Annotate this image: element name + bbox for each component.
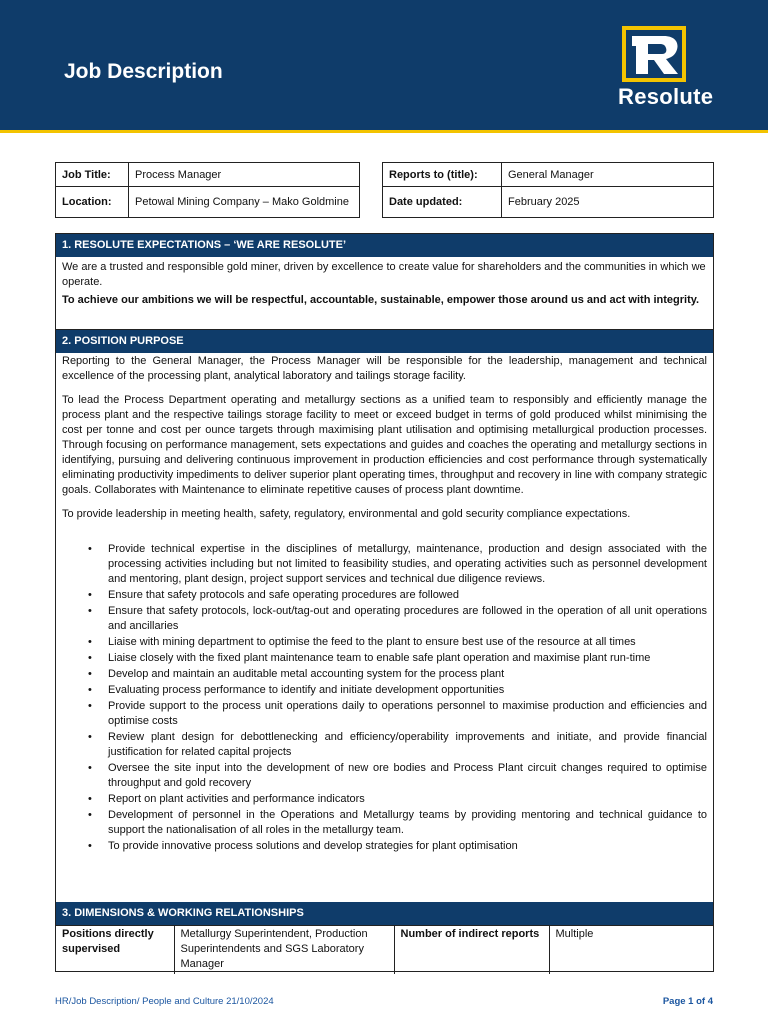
responsibilities-list — [88, 542, 707, 854]
resolute-logo-icon — [620, 24, 688, 84]
date-updated-value: February 2025 — [502, 187, 714, 218]
job-description-body — [55, 233, 714, 972]
list-item: • To provide innovative process solutions and develop strategies for plant optimisation — [88, 839, 707, 854]
location-value: Petowal Mining Company – Mako Goldmine — [129, 187, 360, 218]
header-accent-stripe — [0, 130, 768, 133]
expectations-bold-text: To achieve our ambitions we will be respectful, accountable, sustainable, empower those around us and act with integrity. — [62, 294, 700, 306]
reports-to-value: General Manager — [502, 163, 714, 187]
page-header — [0, 0, 768, 130]
footer-document-ref: HR/Job Description/ People and Culture 21/10/2024 — [55, 996, 274, 1007]
section-1-heading: 1. RESOLUTE EXPECTATIONS – ‘WE ARE RESOLUTE’ — [56, 234, 713, 257]
section-2-body — [56, 353, 713, 902]
job-title-value: Process Manager — [129, 163, 360, 187]
list-item: • Oversee the site input into the development of new ore bodies and Process Plant circuit changes required to optimise throughput and gold recovery — [88, 761, 707, 791]
location-label: Location: — [56, 187, 129, 218]
job-info-table — [55, 162, 360, 218]
working-relationships-table — [56, 925, 713, 974]
indirect-reports-label: Number of indirect reports — [394, 926, 549, 974]
direct-reports-value: Metallurgy Superintendent, Production Superintendents and SGS Laboratory Manager — [174, 926, 394, 974]
list-item: • Development of personnel in the Operations and Metallurgy teams by providing mentoring and technical guidance to support the nationalisation of all roles in the metallurgy team. — [88, 808, 707, 838]
section-3-heading: 3. DIMENSIONS & WORKING RELATIONSHIPS — [56, 902, 713, 925]
section-1-body — [56, 257, 713, 330]
direct-reports-label: Positions directly supervised — [56, 926, 174, 974]
job-title-label: Job Title: — [56, 163, 129, 187]
list-item: • Liaise closely with the fixed plant maintenance team to enable safe plant operation and maximise plant run-time — [88, 651, 707, 666]
purpose-paragraph-1: Reporting to the General Manager, the Process Manager will be responsible for the leadership, management and technical excellence of the processing plant, analytical laboratory and tailings storage facility. — [62, 355, 707, 382]
list-item: • Review plant design for debottlenecking and efficiency/operability improvements and initiate, and provide financial justification for related capital projects — [88, 730, 707, 760]
logo-wordmark: Resolute — [618, 84, 714, 109]
reporting-info-table — [382, 162, 714, 218]
indirect-reports-value: Multiple — [549, 926, 713, 974]
purpose-paragraph-3: To provide leadership in meeting health, safety, regulatory, environmental and gold security compliance expectations. — [62, 508, 631, 520]
list-item: • Ensure that safety protocols, lock-out/tag-out and operating procedures are followed in the operation of all unit operations and ancillaries — [88, 604, 707, 634]
list-item: • Develop and maintain an auditable metal accounting system for the process plant — [88, 667, 707, 682]
section-2-heading: 2. POSITION PURPOSE — [56, 330, 713, 353]
footer-page-number: Page 1 of 4 — [662, 996, 713, 1007]
page-title: Job Description — [64, 60, 223, 83]
list-item: • Ensure that safety protocols and safe operating procedures are followed — [88, 588, 707, 603]
reports-to-label: Reports to (title): — [383, 163, 502, 187]
expectations-text: We are a trusted and responsible gold miner, driven by excellence to create value for shareholders and the communities in which we operate. — [62, 261, 706, 288]
date-updated-label: Date updated: — [383, 187, 502, 218]
purpose-paragraph-2: To lead the Process Department operating and metallurgy sections as a unified team to responsibly and efficiently manage the process plant and the respective tailings storage facility to meet or exceed budget in terms of gold produced whilst minimising the cost per tonne and cost per ounce targets through maximising plant utilisation and optimising metallurgical production processes. Through focusing on performance management, sets expectations and guides and coaches the operating and metallurgy sections in identifying, pursuing and delivering continuous improvement in production efficiencies and cost performance through systematically eliminating productivity impediments to deliver superior plant operating times, throughput and recovery in line with company strategic goals. Collaborates with Maintenance to eliminate repetitive causes of process plant downtime. — [62, 394, 707, 496]
list-item: • Liaise with mining department to optimise the feed to the plant to ensure best use of the resource at all times — [88, 635, 707, 650]
list-item: • Evaluating process performance to identify and initiate development opportunities — [88, 683, 707, 698]
list-item: • Provide technical expertise in the disciplines of metallurgy, maintenance, production and design associated with the processing activities including but not limited to feasibility studies, and operating activities such as personnel development and mentoring, plant design, project support services and technical due diligence reviews. — [88, 542, 707, 587]
list-item: • Report on plant activities and performance indicators — [88, 792, 707, 807]
list-item: • Provide support to the process unit operations daily to operations personnel to maximise production and efficiencies and optimise costs — [88, 699, 707, 729]
